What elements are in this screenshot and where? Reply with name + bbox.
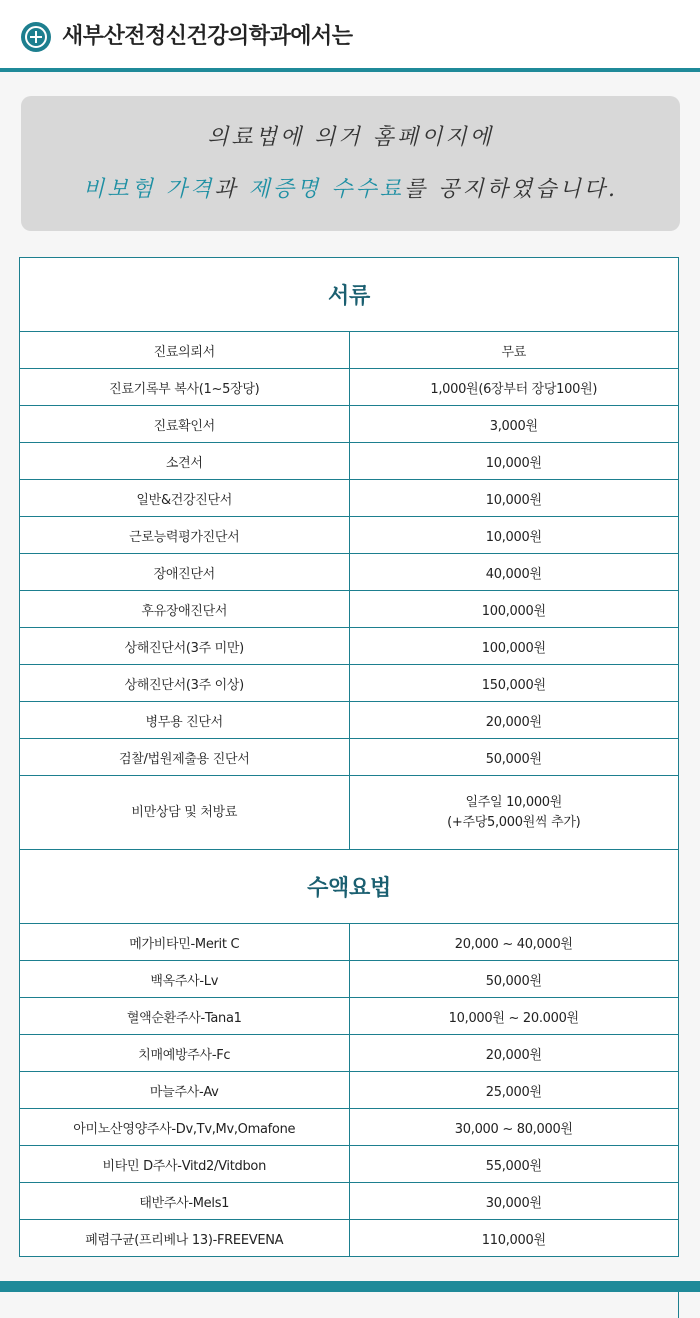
item-price: 100,000원: [349, 591, 679, 628]
item-price: 150,000원: [349, 665, 679, 702]
item-name: 비만상담 및 처방료: [20, 776, 350, 850]
item-name: 근로능력평가진단서: [20, 517, 350, 554]
item-name: 진료의뢰서: [20, 332, 350, 369]
table-row: [20, 480, 679, 517]
section-header-iv-therapy: [20, 850, 679, 924]
table-row: [20, 1035, 679, 1072]
item-price: 20,000원: [349, 702, 679, 739]
item-price-line-2: (+주당5,000원씩 추가): [447, 814, 581, 830]
item-price: 50,000원: [349, 739, 679, 776]
item-price: 10,000원: [349, 443, 679, 480]
notice-box: [21, 96, 680, 231]
table-row: [20, 628, 679, 665]
item-name: 혈액순환주사-Tana1: [20, 998, 350, 1035]
item-name: 폐렴구균(프리베나 13)-FREEVENA: [20, 1220, 350, 1257]
item-price: 20,000 ~ 40,000원: [349, 924, 679, 961]
item-price: 10,000원 ~ 20.000원: [349, 998, 679, 1035]
table-row: [20, 702, 679, 739]
footer-bar: [0, 1281, 700, 1292]
table-row: [20, 1109, 679, 1146]
item-name: 일반&건강진단서: [20, 480, 350, 517]
table-row: [20, 998, 679, 1035]
table-row: [20, 369, 679, 406]
item-price-line-1: 일주일 10,000원: [465, 794, 563, 810]
table-row: [20, 961, 679, 998]
notice-line-1: 의료법에 의거 홈페이지에: [207, 125, 494, 150]
item-name: 장애진단서: [20, 554, 350, 591]
item-name: 검찰/법원제출용 진단서: [20, 739, 350, 776]
item-name: 소견서: [20, 443, 350, 480]
item-price: 30,000원: [349, 1183, 679, 1220]
notice-line-2: [21, 172, 680, 203]
item-price: 25,000원: [349, 1072, 679, 1109]
item-name: 후유장애진단서: [20, 591, 350, 628]
item-price: 110,000원: [349, 1220, 679, 1257]
table-row: [20, 665, 679, 702]
item-price: 55,000원: [349, 1146, 679, 1183]
notice-highlight-certificate-fee: 제증명 수수료: [248, 177, 404, 202]
item-name: 비타민 D주사-Vitd2/Vitdbon: [20, 1146, 350, 1183]
item-price: 20,000원: [349, 1035, 679, 1072]
table-row: [20, 554, 679, 591]
table-row: [20, 517, 679, 554]
table-row: [20, 924, 679, 961]
item-price: [349, 776, 679, 850]
table-row: [20, 406, 679, 443]
item-name: 아미노산영양주사-Dv,Tv,Mv,Omafone: [20, 1109, 350, 1146]
item-price: 40,000원: [349, 554, 679, 591]
item-name: 진료기록부 복사(1~5장당): [20, 369, 350, 406]
table-row: [20, 1220, 679, 1257]
table-row: [20, 443, 679, 480]
table-row: [20, 1146, 679, 1183]
section-title: 수액요법: [20, 850, 679, 924]
table-row: [20, 1072, 679, 1109]
item-name: 마늘주사-Av: [20, 1072, 350, 1109]
notice-highlight-uninsured: 비보험 가격: [82, 177, 215, 202]
item-price: 1,000원(6장부터 장당100원): [349, 369, 679, 406]
item-name: 상해진단서(3주 이상): [20, 665, 350, 702]
item-name: 상해진단서(3주 미만): [20, 628, 350, 665]
fee-table: [19, 257, 679, 1257]
item-price: 무료: [349, 332, 679, 369]
table-row: [20, 332, 679, 369]
item-price: 10,000원: [349, 517, 679, 554]
plus-circle-icon: [21, 22, 51, 52]
table-row: [20, 776, 679, 850]
item-price: 100,000원: [349, 628, 679, 665]
divider: [678, 1292, 679, 1318]
table-row: [20, 1183, 679, 1220]
notice-text-1: 과: [214, 177, 249, 202]
notice-text-2: 를 공지하였습니다.: [404, 177, 619, 202]
item-name: 치매예방주사-Fc: [20, 1035, 350, 1072]
section-header-documents: [20, 258, 679, 332]
item-name: 병무용 진단서: [20, 702, 350, 739]
item-price: 10,000원: [349, 480, 679, 517]
page-title: 새부산전정신건강의학과에서는: [62, 24, 353, 49]
item-name: 진료확인서: [20, 406, 350, 443]
page-header: [0, 0, 700, 72]
section-title: 서류: [20, 258, 679, 332]
table-row: [20, 739, 679, 776]
item-name: 태반주사-Mels1: [20, 1183, 350, 1220]
item-name: 백옥주사-Lv: [20, 961, 350, 998]
item-name: 메가비타민-Merit C: [20, 924, 350, 961]
item-price: 3,000원: [349, 406, 679, 443]
table-row: [20, 591, 679, 628]
item-price: 50,000원: [349, 961, 679, 998]
item-price: 30,000 ~ 80,000원: [349, 1109, 679, 1146]
